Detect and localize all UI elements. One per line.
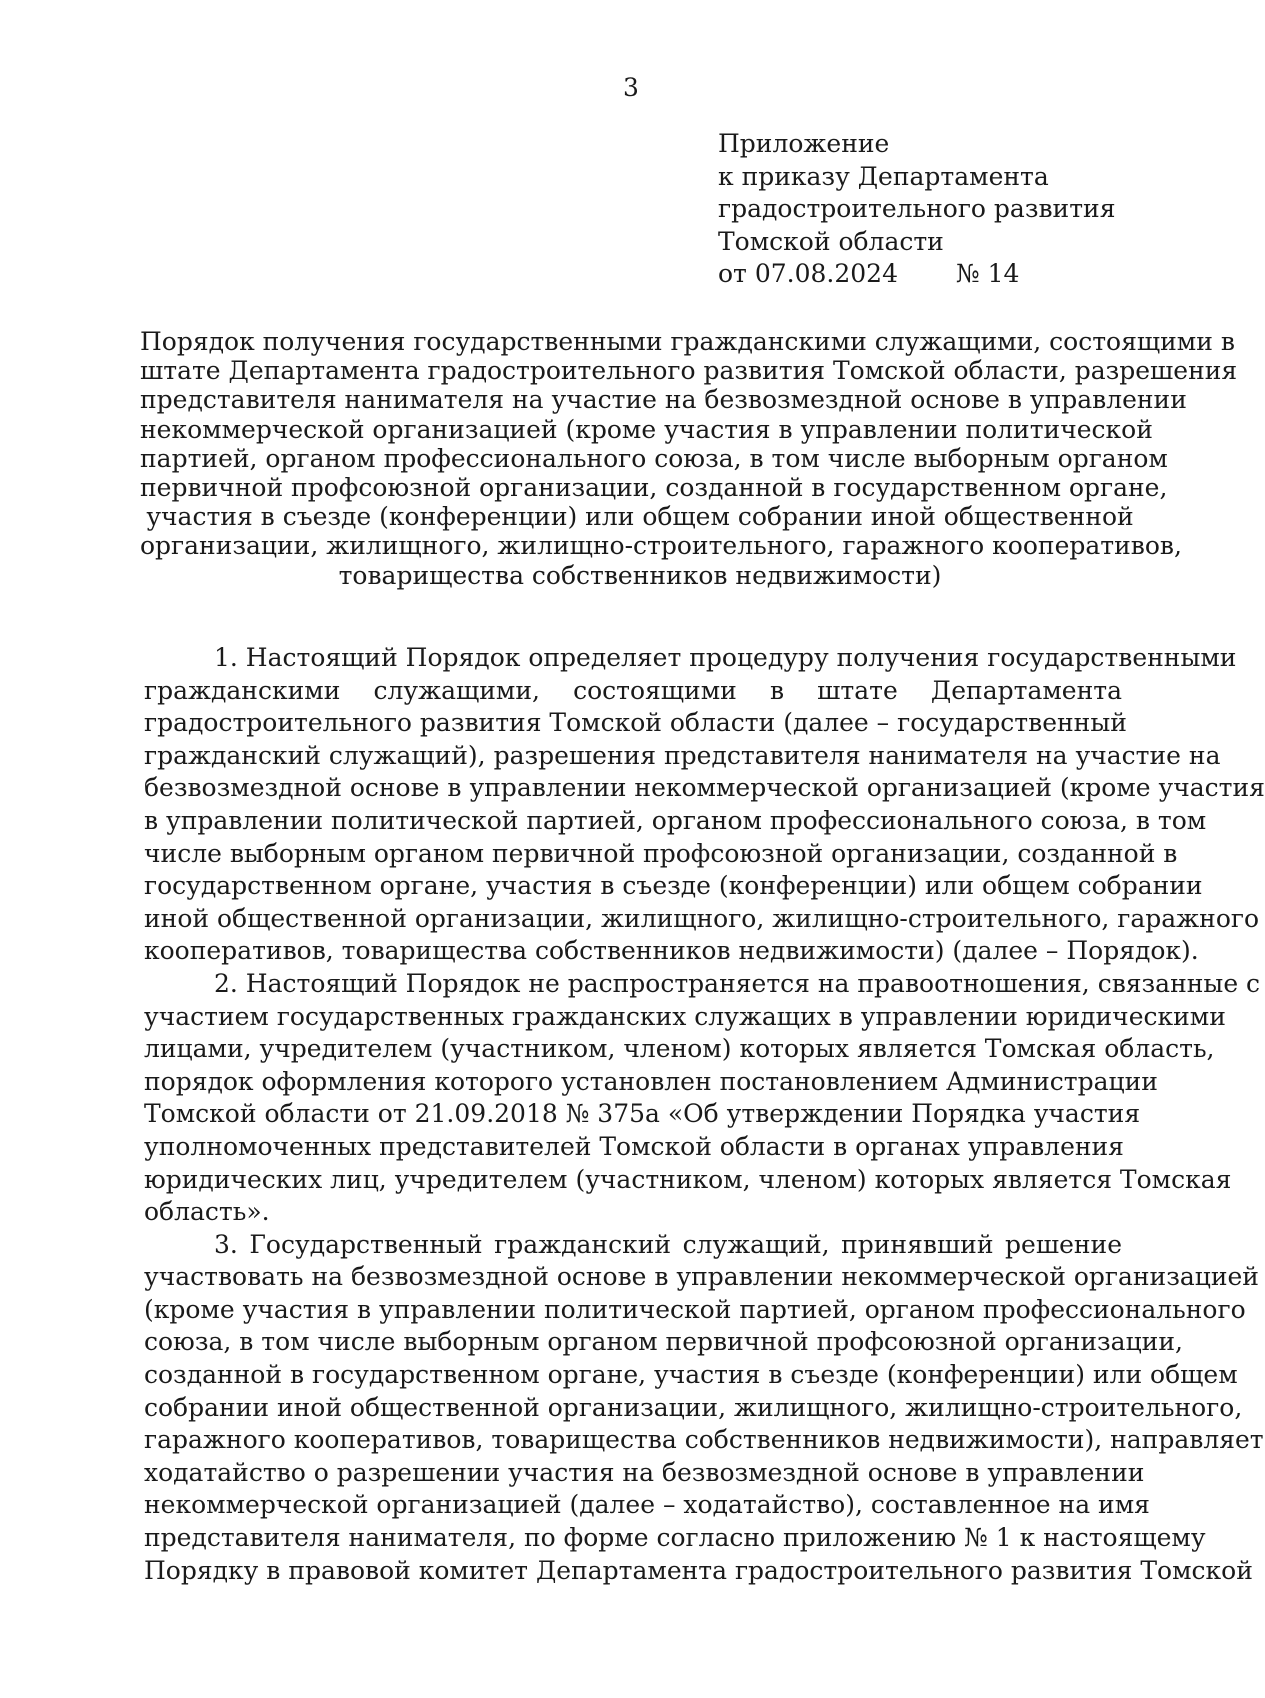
- paragraph-line: созданной в государственном органе, участия в съезде (конференции) или общем: [144, 1360, 1238, 1390]
- paragraph-line: безвозмездной основе в управлении некоммерческой организацией (кроме участия: [144, 773, 1265, 803]
- paragraph-line: (кроме участия в управлении политической партией, органом профессионального: [144, 1294, 1246, 1324]
- paragraph-line: Порядку в правовой комитет Департамента градостроительного развития Томской: [144, 1555, 1253, 1585]
- paragraph-line: градостроительного развития Томской области (далее – государственный: [144, 708, 1127, 738]
- appendix-line: Томской области: [718, 226, 944, 256]
- order-date: от 07.08.2024: [718, 259, 898, 289]
- paragraph-line: кооперативов, товарищества собственников недвижимости) (далее – Порядок).: [144, 936, 1199, 966]
- paragraph-line: участвовать на безвозмездной основе в управлении некоммерческой организацией: [144, 1262, 1259, 1292]
- paragraph-line: государственном органе, участия в съезде (конференции) или общем собрании: [144, 871, 1203, 901]
- paragraph-line: гаражного кооперативов, товарищества собственников недвижимости), направляет: [144, 1425, 1264, 1455]
- paragraph-line: гражданскими служащими, состоящими в штате Департамента: [144, 675, 1122, 705]
- page-number: 3: [623, 73, 639, 102]
- appendix-header: [718, 128, 1148, 291]
- paragraph-line: некоммерческой организацией (далее – ходатайство), составленное на имя: [144, 1490, 1150, 1520]
- paragraph-line: гражданский служащий), разрешения представителя нанимателя на участие на: [144, 740, 1221, 770]
- appendix-date-line: [718, 258, 1148, 291]
- document-title: [140, 327, 1238, 590]
- paragraph-line: область».: [144, 1197, 270, 1227]
- appendix-line: к приказу Департамента: [718, 161, 1049, 191]
- paragraph-line: порядок оформления которого установлен постановлением Администрации: [144, 1066, 1158, 1096]
- paragraph-line: иной общественной организации, жилищного, жилищно-строительного, гаражного: [144, 903, 1260, 933]
- title-line: штате Департамента градостроительного развития Томской области, разрешения: [140, 356, 1238, 386]
- title-line: представителя нанимателя на участие на безвозмездной основе в управлении: [140, 385, 1187, 415]
- title-line: партией, органом профессионального союза, в том числе выборным органом: [140, 443, 1168, 473]
- title-line: первичной профсоюзной организации, созданной в государственном органе,: [140, 473, 1168, 503]
- paragraph-line: представителя нанимателя, по форме согласно приложению № 1 к настоящему: [144, 1523, 1206, 1553]
- paragraph-line: 3. Государственный гражданский служащий, принявший решение: [214, 1229, 1122, 1259]
- order-number: № 14: [955, 259, 1020, 289]
- paragraph-line: собрании иной общественной организации, жилищного, жилищно-строительного,: [144, 1392, 1243, 1422]
- paragraph-2: [144, 968, 1261, 1229]
- paragraph-line: лицами, учредителем (участником, членом) которых является Томская область,: [144, 1034, 1215, 1064]
- appendix-line: Приложение: [718, 129, 890, 158]
- paragraph-line: уполномоченных представителей Томской области в органах управления: [144, 1131, 1124, 1161]
- paragraph-line: Томской области от 21.09.2018 № 375а «Об утверждении Порядка участия: [144, 1099, 1141, 1129]
- paragraph-line: союза, в том числе выборным органом первичной профсоюзной организации,: [144, 1327, 1183, 1357]
- paragraph-line: 1. Настоящий Порядок определяет процедуру получения государственными: [214, 643, 1237, 672]
- title-line: участия в съезде (конференции) или общем собрании иной общественной: [146, 502, 1134, 532]
- document-body: [144, 642, 1265, 1587]
- paragraph-line: участием государственных гражданских служащих в управлении юридическими: [144, 1001, 1226, 1031]
- paragraph-3: [144, 1229, 1264, 1588]
- appendix-line: градостроительного развития: [718, 194, 1116, 224]
- paragraph-line: в управлении политической партией, органом профессионального союза, в том: [144, 805, 1207, 835]
- title-line: организации, жилищного, жилищно-строительного, гаражного кооперативов,: [140, 531, 1182, 561]
- title-line: некоммерческой организацией (кроме участия в управлении политической: [140, 414, 1153, 444]
- paragraph-line: 2. Настоящий Порядок не распространяется на правоотношения, связанные с: [214, 968, 1261, 998]
- paragraph-line: ходатайство о разрешении участия на безвозмездной основе в управлении: [144, 1457, 1145, 1487]
- paragraph-line: числе выборным органом первичной профсоюзной организации, созданной в: [144, 838, 1178, 868]
- paragraph-1: [144, 642, 1265, 968]
- title-line: Порядок получения государственными гражданскими служащими, состоящими в: [140, 327, 1235, 356]
- title-line: товарищества собственников недвижимости): [338, 560, 942, 590]
- paragraph-line: юридических лиц, учредителем (участником, членом) которых является Томская: [144, 1164, 1232, 1194]
